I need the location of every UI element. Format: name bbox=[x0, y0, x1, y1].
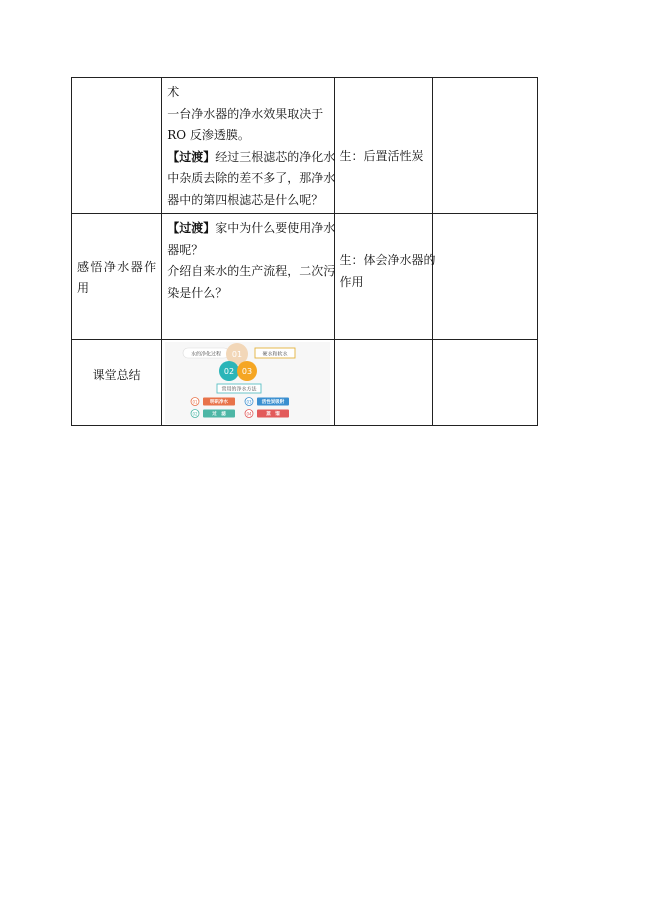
teacher-activity-cell bbox=[162, 214, 334, 340]
student-activity-cell bbox=[334, 78, 432, 214]
label-methods: 常用的净水方法 bbox=[221, 386, 257, 393]
teacher-line: 【过渡】经过三根滤芯的净化水 bbox=[167, 149, 336, 164]
stage-cell bbox=[72, 340, 162, 426]
notes-cell bbox=[432, 340, 537, 426]
item-01-label: 明矾净水 bbox=[210, 400, 229, 406]
item-03-num: 03 bbox=[246, 399, 252, 405]
label-hard-water: 硬水和软水 bbox=[262, 351, 288, 358]
student-activity-cell bbox=[334, 214, 436, 340]
teacher-line: 器呢？ bbox=[167, 242, 204, 257]
student-response: 生：后置活性炭 bbox=[339, 149, 424, 163]
stage-label: 感悟净水器作 bbox=[77, 260, 157, 274]
label-process: 水的净化过程 bbox=[191, 351, 222, 358]
table-row bbox=[72, 78, 538, 214]
item-03-label: 活性炭吸附 bbox=[261, 400, 285, 406]
teacher-activity-cell bbox=[162, 340, 334, 426]
teacher-line: 【过渡】家中为什么要使用净水 bbox=[167, 221, 336, 235]
lesson-plan-table bbox=[71, 77, 538, 426]
item-04-label: 蒸 馏 bbox=[266, 412, 280, 418]
stage-label: 用 bbox=[77, 281, 90, 295]
teacher-line: 染是什么？ bbox=[167, 285, 228, 300]
teacher-activity-cell bbox=[162, 78, 334, 214]
stage-cell bbox=[72, 78, 162, 214]
table-row bbox=[72, 340, 538, 426]
teacher-line: 一台净水器的净水效果取决于 bbox=[167, 106, 324, 121]
teacher-line: 器中的第四根滤芯是什么呢？ bbox=[167, 192, 324, 207]
item-02-label: 过 滤 bbox=[212, 412, 226, 418]
teacher-line: 介绍自来水的生产流程，二次污 bbox=[167, 264, 336, 278]
item-04-num: 04 bbox=[246, 411, 252, 417]
student-activity-cell bbox=[334, 340, 432, 426]
notes-cell bbox=[432, 78, 537, 214]
item-02-num: 02 bbox=[192, 411, 198, 417]
item-01-num: 01 bbox=[192, 399, 198, 405]
student-response: 作用 bbox=[339, 274, 364, 289]
circle-02-label: 02 bbox=[224, 367, 235, 376]
circle-03-label: 03 bbox=[242, 367, 253, 376]
stage-cell bbox=[72, 214, 162, 340]
notes-cell bbox=[432, 214, 537, 340]
stage-label: 课堂总结 bbox=[92, 368, 141, 382]
teacher-line: 术 bbox=[167, 85, 180, 99]
student-response: 生：体会净水器的 bbox=[339, 253, 436, 267]
circle-01-label: 01 bbox=[232, 350, 243, 359]
table-row bbox=[72, 214, 538, 340]
water-purification-diagram bbox=[165, 342, 330, 424]
teacher-line: RO 反渗透膜。 bbox=[167, 128, 250, 142]
teacher-line: 中杂质去除的差不多了，那净水 bbox=[167, 171, 336, 185]
